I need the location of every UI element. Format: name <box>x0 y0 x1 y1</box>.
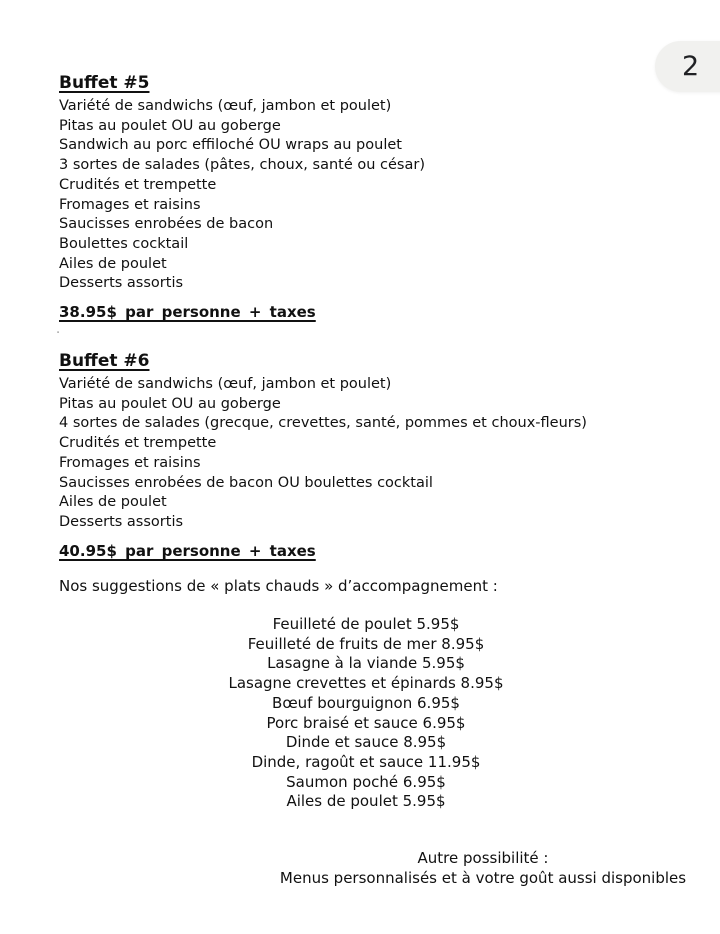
hot-dish: Bœuf bourguignon 6.95$ <box>272 693 460 712</box>
buffet-6-section <box>59 350 587 561</box>
menu-item: Sandwich au porc effiloché OU wraps au poulet <box>59 137 402 154</box>
page-number: 2 <box>682 51 700 82</box>
buffet-5-title: Buffet #5 <box>59 73 150 93</box>
menu-item: Saucisses enrobées de bacon <box>59 216 274 233</box>
buffet-6-price: 40.95$ par personne + taxes <box>59 541 316 560</box>
hot-dish: Feuilleté de poulet 5.95$ <box>272 615 460 633</box>
stray-period: . <box>56 322 61 337</box>
hot-dish: Porc braisé et sauce 6.95$ <box>266 713 466 732</box>
menu-item: Pitas au poulet OU au goberge <box>59 395 281 412</box>
hot-dishes-list <box>59 615 673 812</box>
hot-dish: Lasagne crevettes et épinards 8.95$ <box>228 674 504 693</box>
menu-item: Variété de sandwichs (œuf, jambon et poulet) <box>59 98 392 114</box>
buffet-6-title: Buffet #6 <box>59 351 150 371</box>
hot-dish: Ailes de poulet 5.95$ <box>286 792 446 811</box>
menu-item: 4 sortes de salades (grecque, crevettes, santé, pommes et choux-fleurs) <box>59 415 587 432</box>
page-number-badge[interactable] <box>655 41 720 92</box>
menu-item: Crudités et trempette <box>59 176 217 193</box>
buffet-5-section <box>59 72 425 323</box>
menu-item: Desserts assortis <box>59 513 184 530</box>
menu-item: Fromages et raisins <box>59 196 201 213</box>
hot-dish: Dinde et sauce 8.95$ <box>285 733 447 752</box>
menu-item: Boulettes cocktail <box>59 235 189 252</box>
menu-item: Pitas au poulet OU au goberge <box>59 117 281 134</box>
menu-item: Fromages et raisins <box>59 454 201 471</box>
menu-item: Desserts assortis <box>59 275 184 292</box>
menu-item: Ailes de poulet <box>59 255 167 272</box>
footer-line-1: Autre possibilité : <box>417 849 549 867</box>
hot-dish: Feuilleté de fruits de mer 8.95$ <box>247 634 485 653</box>
suggestions-intro: Nos suggestions de « plats chauds » d’accompagnement : <box>59 577 498 595</box>
buffet-6-items <box>59 375 587 533</box>
menu-item: Ailes de poulet <box>59 494 167 511</box>
buffet-5-items <box>59 97 425 294</box>
menu-item: Crudités et trempette <box>59 435 217 452</box>
menu-item: 3 sortes de salades (pâtes, choux, santé ou césar) <box>59 157 425 174</box>
hot-dish: Saumon poché 6.95$ <box>286 772 446 791</box>
menu-item: Variété de sandwichs (œuf, jambon et poulet) <box>59 376 392 392</box>
hot-dish: Lasagne à la viande 5.95$ <box>267 654 465 673</box>
menu-item: Saucisses enrobées de bacon OU boulettes cocktail <box>59 474 433 491</box>
footer-note <box>246 848 720 888</box>
footer-line-2: Menus personnalisés et à votre goût aussi disponibles <box>279 869 687 887</box>
hot-dish: Dinde, ragoût et sauce 11.95$ <box>251 752 481 771</box>
buffet-5-price: 38.95$ par personne + taxes <box>59 303 316 322</box>
